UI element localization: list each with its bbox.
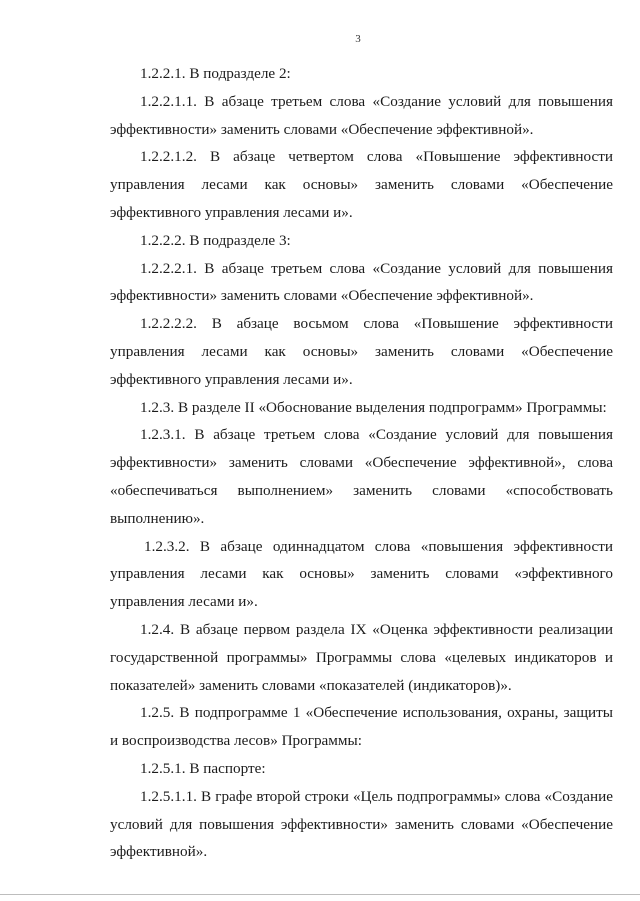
page-number: 3 <box>355 33 361 45</box>
paragraph-1-2-3-1: 1.2.3.1. В абзаце третьем слова «Создание условий для повышения эффективности» заменить словами «Обеспечение эффективной», слова «обеспечиваться выполнением» заменить словами «способствовать выполнению». <box>110 426 613 527</box>
document-body <box>110 60 613 866</box>
paragraph-1-2-4: 1.2.4. В абзаце первом раздела IX «Оценка эффективности реализации государственной программы» Программы слова «целевых индикаторов и показателей» заменить словами «показателей (индикаторов)». <box>110 620 613 694</box>
paragraph-1-2-3-2: 1.2.3.2. В абзаце одиннадцатом слова «повышения эффективности управления лесами как основы» заменить словами «эффективного управления лесами и». <box>110 537 613 611</box>
paragraph-1-2-2-2-1: 1.2.2.2.1. В абзаце третьем слова «Создание условий для повышения эффективности» заменить словами «Обеспечение эффективной». <box>110 259 613 305</box>
scan-edge-line <box>0 894 640 895</box>
paragraph-1-2-3: 1.2.3. В разделе II «Обоснование выделения подпрограмм» Программы: <box>140 398 607 416</box>
paragraph-1-2-2-1-1: 1.2.2.1.1. В абзаце третьем слова «Создание условий для повышения эффективности» заменить словами «Обеспечение эффективной». <box>110 92 613 138</box>
paragraph-1-2-5-1: 1.2.5.1. В паспорте: <box>140 759 266 777</box>
paragraph-1-2-2-2: 1.2.2.2. В подразделе 3: <box>140 231 291 249</box>
paragraph-1-2-2-2-2: 1.2.2.2.2. В абзаце восьмом слова «Повышение эффективности управления лесами как основы» заменить словами «Обеспечение эффективного управления лесами и». <box>110 315 613 388</box>
paragraph-1-2-2-1: 1.2.2.1. В подразделе 2: <box>140 65 291 82</box>
paragraph-1-2-2-1-2: 1.2.2.1.2. В абзаце четвертом слова «Повышение эффективности управления лесами как основы» заменить словами «Обеспечение эффективного управления лесами и». <box>110 148 613 221</box>
paragraph-1-2-5-1-1: 1.2.5.1.1. В графе второй строки «Цель подпрограммы» слова «Создание условий для повышения эффективности» заменить словами «Обеспечение эффективной». <box>110 787 613 861</box>
paragraph-1-2-5: 1.2.5. В подпрограмме 1 «Обеспечение использования, охраны, защиты и воспроизводства лесов» Программы: <box>110 704 613 750</box>
